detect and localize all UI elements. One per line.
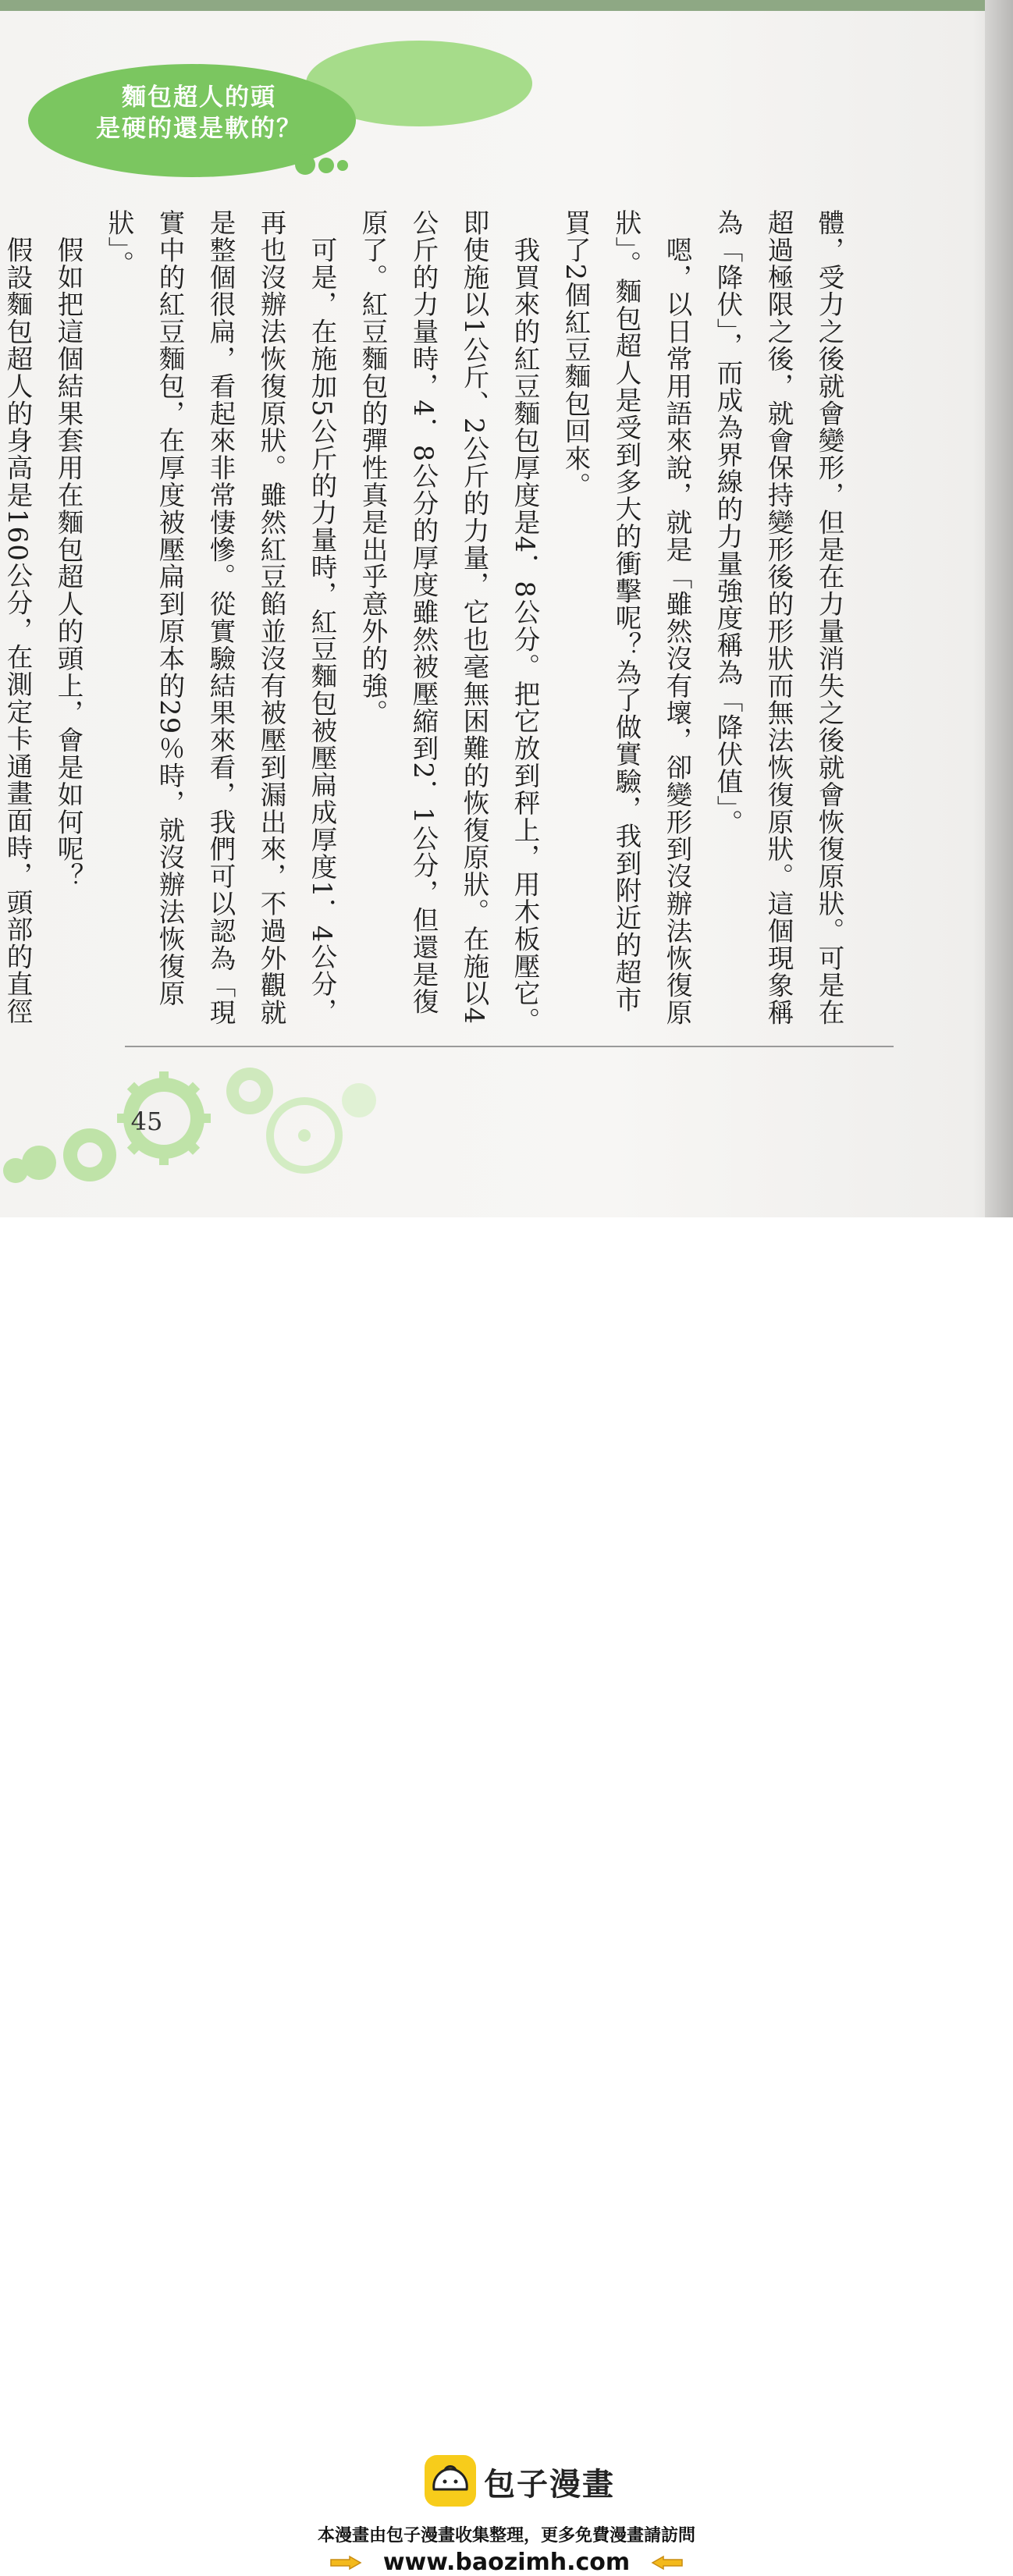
paragraph: 體，受力之後就會變形，但是在力量消失之後就會恢復原狀。可是在超過極限之後，就會保持變形後的形狀而無法恢復原狀。這個現象稱為「降伏」，而成為界線的力量強度稱為「降伏值」。 <box>713 209 844 1026</box>
footer-note: 本漫畫由包子漫畫收集整理，更多免費漫畫請訪問 <box>317 2526 695 2546</box>
footer-url-row <box>0 2549 1013 2576</box>
chapter-title-line2: 是硬的還是軟的？ <box>96 115 302 143</box>
bubble-dot <box>318 158 334 173</box>
site-url-link[interactable]: www.baozimh.com <box>382 2549 631 2576</box>
pointing-right-hand-icon <box>329 2553 364 2574</box>
pointing-left-hand-icon <box>649 2553 684 2574</box>
bubble-dot <box>337 160 348 171</box>
paragraph: 嗯，以日常用語來說，就是「雖然沒有壞，卻變形到沒辦法恢復原狀」。麵包超人是受到多大的衝擊呢？為了做實驗，我到附近的超市買了2個紅豆麵包回來。 <box>560 209 692 1026</box>
paragraph: 我買來的紅豆麵包厚度是4．8公分。把它放到秤上，用木板壓它。即使施以1公斤、2公斤的力量，它也毫無困難的恢復原狀。在施以4公斤的力量時，4．8公分的厚度雖然被壓縮到2．1公分，但還是復原了。紅豆麵包的彈性真是出乎意外的強。 <box>357 209 540 1035</box>
chapter-title <box>86 82 312 144</box>
vertical-body-text <box>2 209 855 1036</box>
book-page <box>0 0 1013 1217</box>
bubble-dot <box>434 114 445 125</box>
site-footer <box>0 1217 1013 2576</box>
brand-name[interactable]: 包子漫畫 <box>484 2467 615 2503</box>
paragraph: 假如把這個結果套用在麵包超人的頭上，會是如何呢？ <box>53 209 84 890</box>
paragraph: 假設麵包超人的身高是160公分，在測定卡通畫面時，頭部的直徑 <box>2 236 33 1025</box>
page-number: 45 <box>130 1107 163 1136</box>
bun-logo-icon[interactable] <box>423 2453 478 2508</box>
gear-decoration-icon <box>0 1046 390 1217</box>
bubble-dot <box>415 111 429 125</box>
chapter-title-line1: 麵包超人的頭 <box>122 83 276 112</box>
paragraph: 可是，在施加5公斤的力量時，紅豆麵包被壓扁成厚度1．4公分，再也沒辦法恢復原狀。雖然紅豆餡並沒有被壓到漏出來，不過外觀就是整個很扁，看起來非常悽慘。從實驗結果來看，我們可以認為「現實中的紅豆麵包，在厚度被壓扁到原本的29％時，就沒辦法恢復原狀」。 <box>104 209 337 1026</box>
bubble-dot <box>295 155 315 175</box>
bubble-dot <box>400 114 411 125</box>
page-right-edge <box>985 0 1013 1217</box>
page-top-edge <box>0 0 1013 11</box>
